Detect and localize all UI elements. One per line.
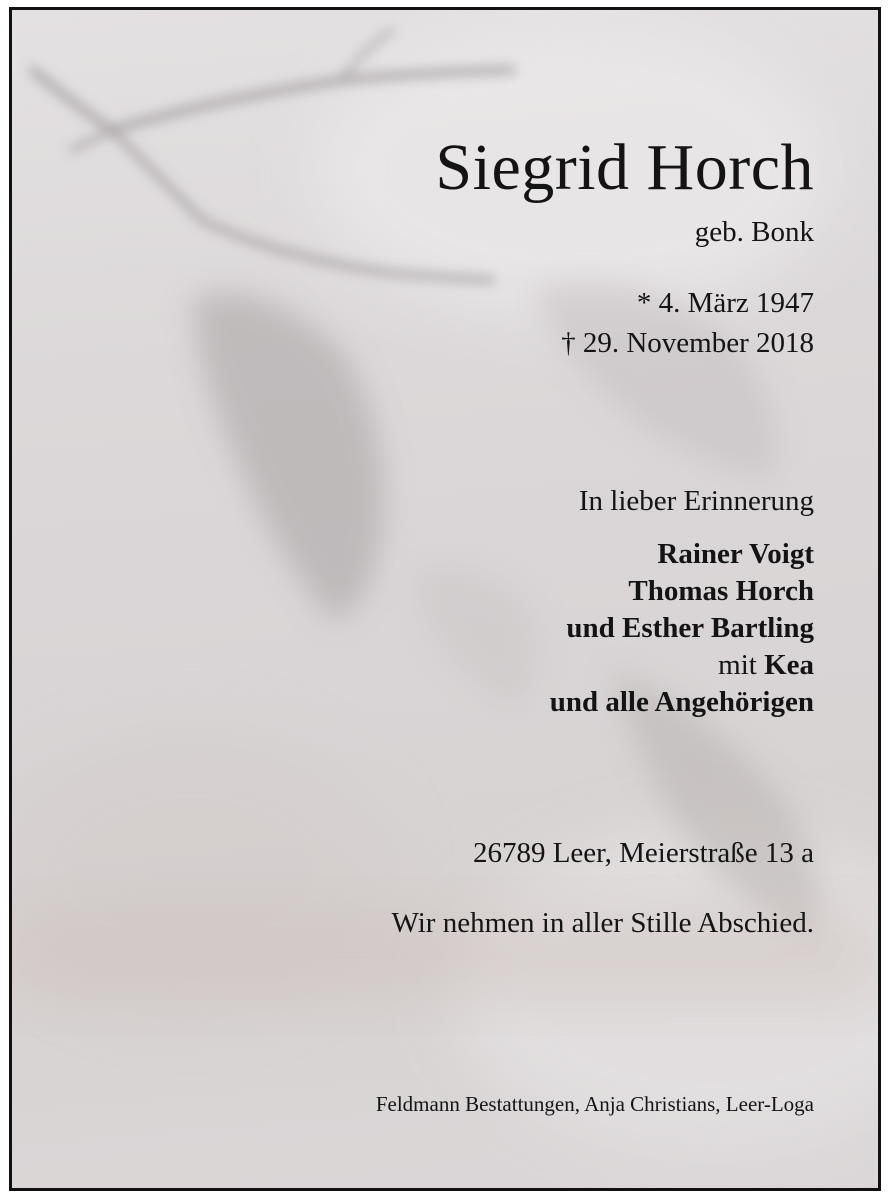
mourner-name: und Esther Bartling: [566, 612, 814, 644]
mourner-prefix: mit: [718, 649, 757, 681]
undertaker-credit: Feldmann Bestattungen, Anja Christians, Leer-Loga: [375, 1092, 814, 1116]
mourner-relatives: und alle Angehörigen: [549, 686, 814, 718]
memory-line: In lieber Erinnerung: [578, 485, 814, 517]
obituary-card: [9, 7, 881, 1191]
death-date: † 29. November 2018: [561, 327, 814, 359]
address: 26789 Leer, Meierstraße 13 a: [472, 837, 814, 869]
deceased-name: Siegrid Horch: [435, 131, 814, 204]
mourners-list: [550, 536, 814, 721]
mourner-name: Thomas Horch: [628, 575, 814, 607]
mourner-line-with: [550, 647, 814, 684]
farewell-line: Wir nehmen in aller Stille Abschied.: [391, 907, 814, 939]
mourner-name: Kea: [764, 649, 814, 681]
mourner-name: Rainer Voigt: [657, 538, 814, 570]
maiden-name: geb. Bonk: [694, 216, 814, 248]
birth-date: * 4. März 1947: [636, 287, 814, 319]
